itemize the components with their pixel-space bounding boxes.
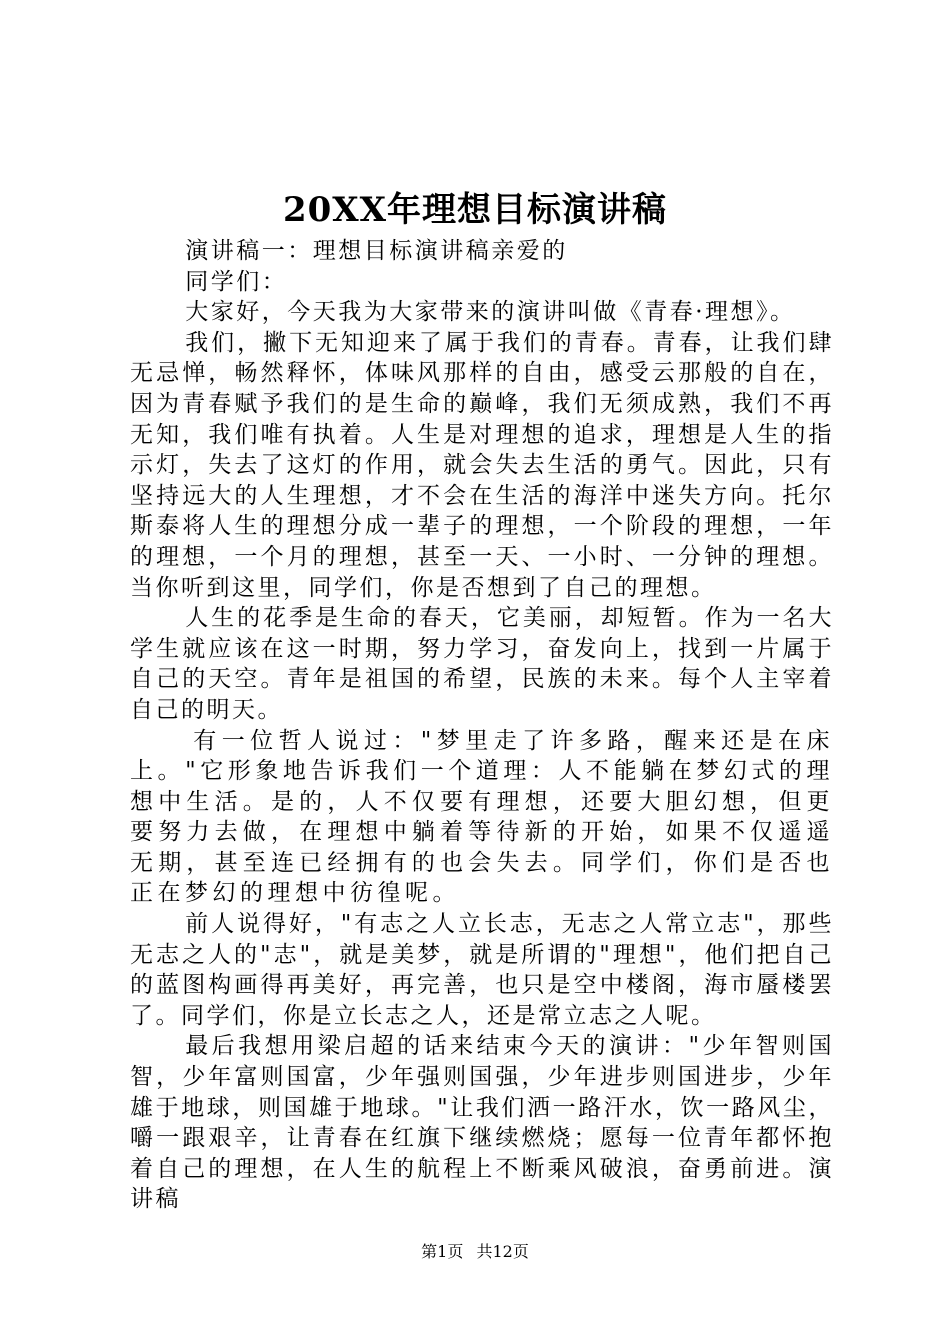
page-total: 共12页: [476, 1242, 529, 1261]
paragraph: 人生的花季是生命的春天，它美丽，却短暂。作为一名大学生就应该在这一时期，努力学习，奋发向上，找到一片属于自己的天空。青年是祖国的希望，民族的未来。每个人主宰着自己的明天。: [130, 605, 834, 723]
paragraph: 我们，撇下无知迎来了属于我们的青春。青春，让我们肆无忌惮，畅然释怀，体味风那样的自由，感受云那般的自在，因为青春赋予我们的是生命的巅峰，我们无须成熟，我们不再无知，我们唯有执着。人生是对理想的追求，理想是人生的指示灯，失去了这灯的作用，就会失去生活的勇气。因此，只有坚持远大的人生理想，才不会在生活的海洋中迷失方向。托尔斯泰将人生的理想分成一辈子的理想，一个阶段的理想，一年的理想，一个月的理想，甚至一天、一小时、一分钟的理想。当你听到这里，同学们，你是否想到了自己的理想。: [130, 329, 834, 601]
document-body: [130, 236, 834, 1215]
page-number: 第1页: [421, 1242, 464, 1261]
paragraph: 有一位哲人说过："梦里走了许多路，醒来还是在床上。"它形象地告诉我们一个道理：人不能躺在梦幻式的理想中生活。是的，人不仅要有理想，还要大胆幻想，但更要努力去做，在理想中躺着等待新的开始，如果不仅遥遥无期，甚至连已经拥有的也会失去。同学们，你们是否也正在梦幻的理想中彷徨呢。: [130, 727, 834, 907]
paragraph: 前人说得好，"有志之人立长志，无志之人常立志"，那些无志之人的"志"，就是美梦，就是所谓的"理想"，他们把自己的蓝图构画得再美好，再完善，也只是空中楼阁，海市蜃楼罢了。同学们，你是立长志之人，还是常立志之人呢。: [130, 911, 834, 1029]
page-footer: [0, 1241, 950, 1263]
paragraph: 大家好，今天我为大家带来的演讲叫做《青春·理想》。: [185, 299, 796, 326]
document-title: 20XX年理想目标演讲稿: [282, 190, 668, 230]
paragraph: 同学们：: [185, 268, 288, 295]
paragraph: 最后我想用梁启超的话来结束今天的演讲："少年智则国智，少年富则国富，少年强则国强，少年进步则国进步，少年雄于地球，则国雄于地球。"让我们洒一路汗水，饮一路风尘，嚼一跟艰辛，让青春在红旗下继续燃烧；愿每一位青年都怀抱着自己的理想，在人生的航程上不断乘风破浪，奋勇前进。演讲稿: [130, 1033, 834, 1213]
paragraph: 演讲稿一：理想目标演讲稿亲爱的: [185, 238, 568, 264]
